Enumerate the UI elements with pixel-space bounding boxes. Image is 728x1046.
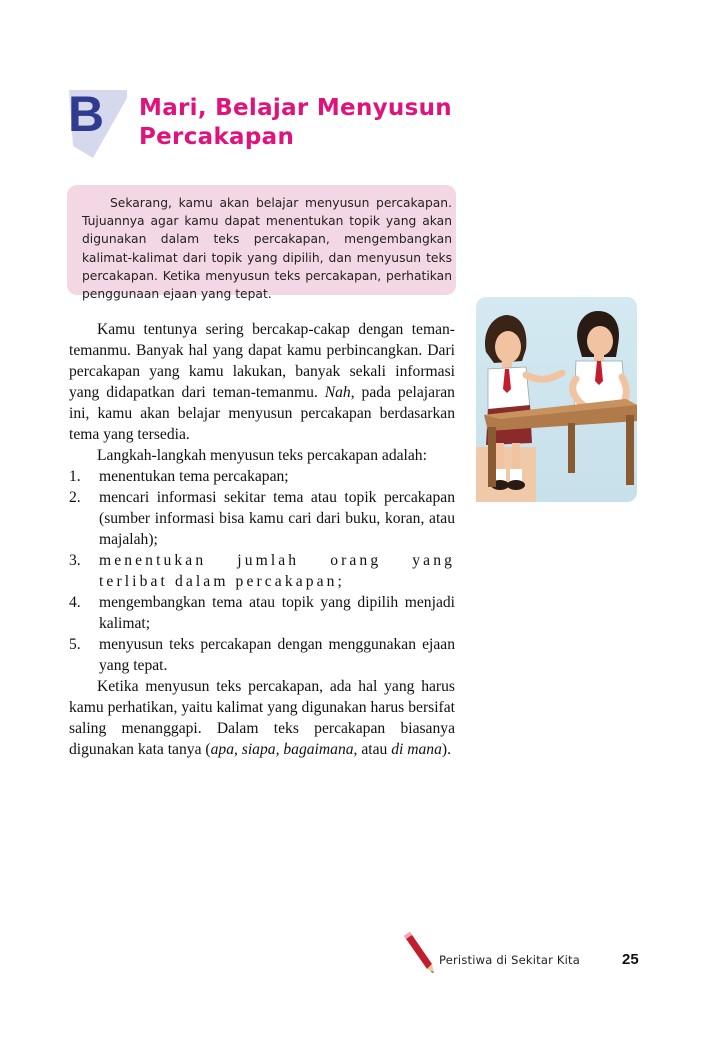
- list-item-number: 5.: [69, 636, 81, 653]
- list-item-number: 1.: [69, 468, 81, 485]
- paragraph-3-di-mana: di mana: [391, 741, 442, 758]
- footer-book-title: Peristiwa di Sekitar Kita: [439, 953, 580, 967]
- intro-paragraph: Sekarang, kamu akan belajar menyusun percakapan. Tujuannya agar kamu dapat menentukan topik yang akan digunakan dalam teks percakapan, mengembangkan kalimat-kalimat dari topik yang dipilih, dan menyusun teks percakapan. Ketika menyusun teks percakapan, perhatikan penggunaan ejaan yang tepat.: [82, 196, 452, 302]
- paragraph-1-part-a: Kamu tentunya sering bercakap-cakap dengan teman-temanmu. Banyak hal yang dapat kamu perbincangkan. Dari percakapan yang kamu lakukan, banyak sekali informasi yang didapatkan dari teman-temanmu.: [69, 321, 455, 401]
- paragraph-1-nah: Nah: [324, 384, 351, 401]
- list-item-number: 3.: [69, 552, 81, 569]
- list-item: [69, 634, 455, 676]
- list-item-text: menentukan tema percakapan;: [99, 468, 289, 485]
- list-item: [69, 592, 455, 634]
- intro-text: [82, 194, 452, 303]
- list-item-text: menentukan jumlah orang yang terlibat dalam percakapan;: [99, 552, 455, 590]
- paragraph-3: [69, 676, 455, 760]
- paragraph-2: Langkah-langkah menyusun teks percakapan adalah:: [97, 447, 427, 464]
- list-item: [69, 550, 455, 592]
- section-title: [139, 94, 469, 152]
- list-item-number: 2.: [69, 489, 81, 506]
- paragraph-3-part-a: Ketika menyusun teks percakapan, ada hal yang harus kamu perhatikan, yaitu kalimat yang digunakan harus bersifat saling menanggapi. Dalam teks percakapan biasanya digunakan kata tanya (: [69, 678, 455, 758]
- paragraph-3-question-words: apa, siapa, bagaimana: [210, 741, 354, 758]
- section-letter: B: [68, 86, 105, 142]
- list-item-number: 4.: [69, 594, 81, 611]
- steps-list: [69, 466, 455, 676]
- list-item-text: mengembangkan tema atau topik yang dipilih menjadi kalimat;: [99, 594, 455, 632]
- list-item-text: menyusun teks percakapan dengan menggunakan ejaan yang tepat.: [99, 636, 455, 674]
- list-item: [69, 487, 455, 550]
- page-number: 25: [622, 951, 639, 968]
- pencil-icon: [400, 930, 436, 974]
- list-item-text: mencari informasi sekitar tema atau topik percakapan (sumber informasi bisa kamu cari dari buku, koran, atau majalah);: [99, 489, 455, 548]
- section-title-line2: Percakapan: [139, 124, 295, 150]
- paragraph-3-part-b: , atau: [353, 741, 392, 758]
- section-badge: [63, 86, 129, 158]
- paragraph-1-part-b: , pada pelajaran ini, kamu akan belajar menyusun percakapan berdasarkan tema yang tersedia.: [69, 384, 455, 443]
- two-students-talking-at-table-illustration: [476, 297, 637, 502]
- paragraph-3-part-c: ).: [441, 741, 451, 758]
- paragraph-1: [69, 319, 455, 445]
- section-title-line1: Mari, Belajar Menyusun: [139, 95, 452, 121]
- list-item: [69, 466, 455, 487]
- body-text: [69, 319, 455, 760]
